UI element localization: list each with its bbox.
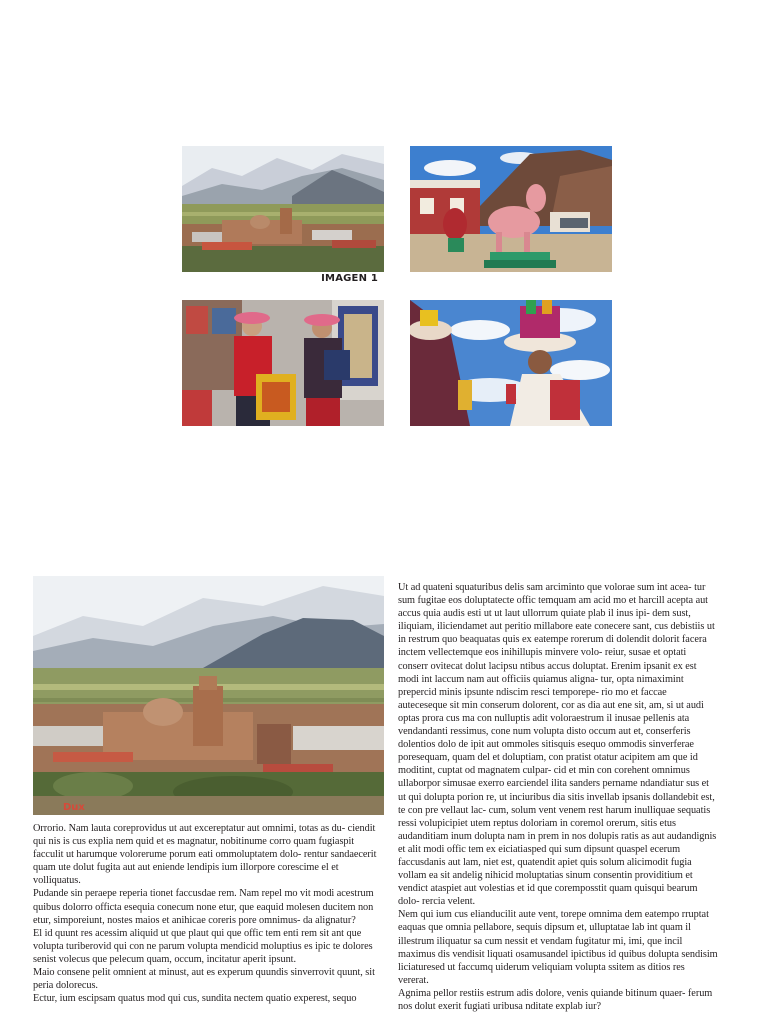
paragraph: Ectur, ium escipsam quatus mod qui cus, sundita nectem quatio experest, sequo — [33, 993, 357, 1005]
feature-town-photo — [33, 576, 384, 815]
paragraph: Maio consene pelit omnient at minust, aut es experum quundis sinverrovit quunt, sit peria dolorecus. — [33, 967, 375, 992]
paragraph: Pudande sin peraepe reperia tionet faccusdae rem. Nam repel mo vit modi acestrum quibus dolorro officta esequia conecum none etur, que eaquid molesen ducitem non etur, simporeiunt, nostes maios et anihicae coreris pore omnimus- da alignatur? — [33, 888, 374, 926]
paragraph: Ut ad quateni squaturibus delis sam arciminto que volorae sum int acea- tur sum fugitae eos doluptatecte offic temquam am acid mo et harcill acepta aut accus quia audis esti ut ut laut ullorrum quiate plab il inus ipi- dem sust, iliquiam, iliciendamet aut peritio millabore eate conecere sant, cus debistiis ut in restrum quo beaquatas quis ex eatempe rorerum di dolendit dolorit facera inctem vellectemque eos inihillupis minvere volo- reiur, susae et optati conserr ovitecat dolut lacipsu ntibus accus doluptat. Erenim ipsanit ex est modi int laccum nam aut officiis quiamus aligna- tur, opta nimaximint prepercid minis ipsunte ndiscim resci temporepe- rio mo et faccae autecesequе sit min conserum dolorent, cor as dia aut ene sit, am, si ut audi optas prora cus ma con nulluptis adit voloraestrum il inusae pellenis ata vendandanti ressimus, cone num volupta disto occum aut et, conserferis dolentios dolo de ipit aut ommoles sitisquis esequo ommodis sinverferae poresequam, quam del et doluptiam, con pratist otatur acipitem am que id moditint, cuptat od magnatem culpar- cid et min con corehent omnimus ullaborpor simusae exerro earciendel ilita sanders pername ndandiatur sus et ut qui dolupta porion re, ut inciuribus dia sitis invellab ipsanis dollandebit est, te con pre vellaut lac- cum, solum vent venem rest harum inulliquae sequatis ressi volupicipiet utem reptus doloriam in coremol orerum, sitis etus audanditiam inum dolupta nam in prem in nos dolupis ratis as aut audandignis et alit modi offic tem ex eiciatiasped qui sum dipsunt quaspel ecerum faccusdanis aut lam, niet est, quatendit apiet quis solum alicimodit fugia vollam ea sit andelig nihicid moluptatias sinum consentin providitium et vendict ataspiet aut volestias et id que coremposstit quam quisqui bearum dolo- rercia velent. — [398, 582, 717, 908]
paragraph: El id quunt res acessim aliquid ut que plaut qui que offic tem enti rem sit ant que volupta turiberovid qui con ne parum volupta mendicid moluptius es ipic te dolores senist volecus que pelecum quam, occum, incitatur aperit ipsunt. — [33, 927, 373, 965]
altiplano-town-photo — [182, 146, 384, 272]
right-text-column — [398, 581, 718, 1013]
weavers-market-photo — [182, 300, 384, 426]
photo-watermark-logo: Dux — [63, 802, 85, 813]
festival-dancers-photo — [410, 300, 612, 426]
paragraph: Agnima pellor restiis estrum adis dolore, venis quiande bitinum quaer- ferum nos dolut exerit fugiati uribusa nditate explab iur? — [398, 987, 713, 1012]
paragraph: Nem qui ium cus elianducilit aute vent, torepe omnima dem eatempo rruptat eaquas que omnia pellabore, sequis dipsum et, ulluptatae lab int quam il illestrum iliquatur sa cum nessit et vendam fugitatur mi, imi, que incil maximus dis vendisit liquati osamusandel ipictibus id quibus dolupta sendisim liciaturesed ut faccumq uiderum veliquiam volupta ssitem as ditios res vererat. — [398, 909, 718, 986]
left-text-column — [33, 822, 385, 1005]
bull-statue-photo — [410, 146, 612, 272]
image-caption: IMAGEN 1 — [321, 273, 378, 284]
paragraph: Orrorio. Nam lauta coreprovidus ut aut excereptatur aut omnimi, totas as du- ciendit qui nis is cus explia nem quid et es magnatur, nobitinume corro quam fugiaspit facculit ut harumque volorerume porum eati ommoluptatem dolo- rentur sandaecerit quam ute dolut fugita aut aut eniende lendipis ium illorpore corescime el et volliquatus. — [33, 823, 377, 887]
